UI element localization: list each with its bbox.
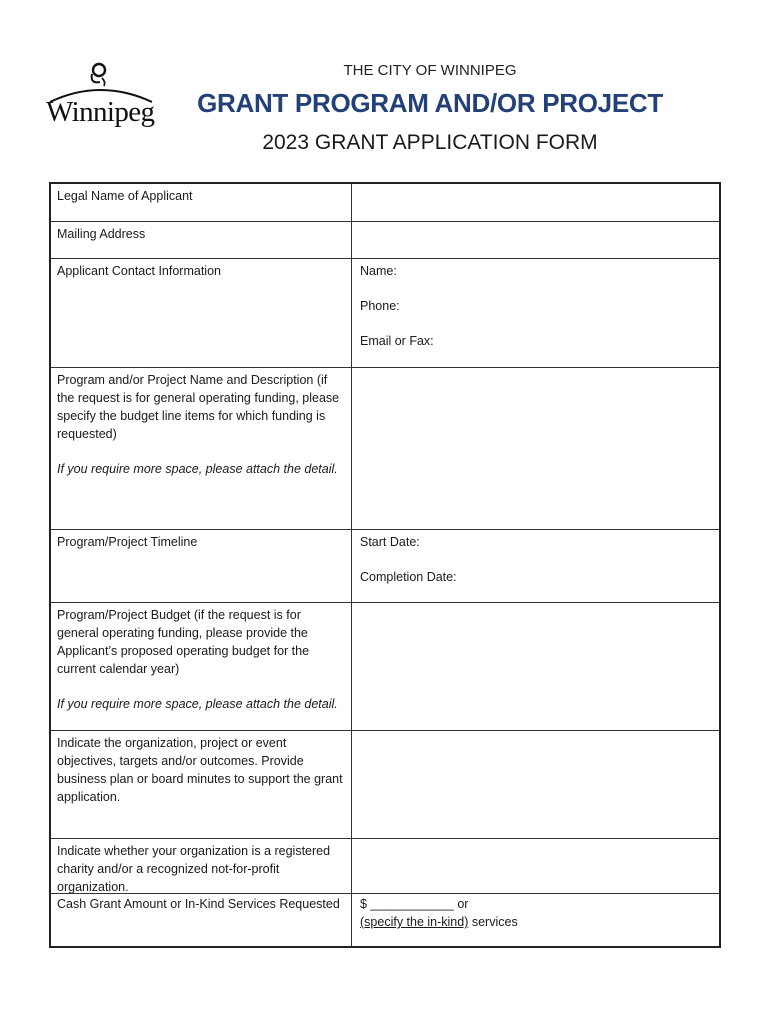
label-budget: Program/Project Budget (if the request is for general operating funding, please provide the Applicant’s proposed operating budget for the current calendar year) [57,608,310,676]
amount-line: $ ____________ or [360,897,469,911]
form-row-grant-amount [51,893,719,947]
winnipeg-logo [44,58,156,142]
field-name: Name: [360,264,397,278]
form-row-charity-status [51,838,719,894]
label-legal-name: Legal Name of Applicant [57,189,193,203]
input-project-description[interactable] [352,368,719,530]
field-completion-date: Completion Date: [360,570,457,584]
note-attach-detail: If you require more space, please attach the detail. [57,697,338,711]
input-mailing-address[interactable] [352,222,719,259]
label-objectives: Indicate the organization, project or event objectives, targets and/or outcomes. Provide business plan or board minutes to support the grant application. [57,736,343,804]
field-email-fax: Email or Fax: [360,334,434,348]
inkind-suffix: services [468,915,518,929]
city-name: THE CITY OF WINNIPEG [343,62,517,79]
label-timeline: Program/Project Timeline [57,535,198,549]
input-grant-amount[interactable] [352,894,719,947]
note-attach-detail: If you require more space, please attach the detail. [57,462,338,476]
label-mailing-address: Mailing Address [57,227,146,241]
label-charity-status: Indicate whether your organization is a registered charity and/or a recognized not-for-profit organization. [57,844,331,894]
label-contact-info: Applicant Contact Information [57,264,221,278]
form-row-legal-name [51,184,719,221]
page-title: GRANT PROGRAM AND/OR PROJECT [197,88,663,118]
form-row-budget [51,602,719,731]
page-subtitle: 2023 GRANT APPLICATION FORM [262,131,598,154]
input-budget[interactable] [352,603,719,731]
form-row-contact [51,258,719,368]
field-start-date: Start Date: [360,535,420,549]
input-charity-status[interactable] [352,839,719,894]
label-grant-amount: Cash Grant Amount or In-Kind Services Requested [57,897,340,911]
field-phone: Phone: [360,299,400,313]
inkind-link[interactable]: (specify the in-kind) [360,915,469,929]
input-legal-name[interactable] [352,184,719,221]
label-project-description: Program and/or Project Name and Description (if the request is for general operating funding, please specify the budget line items for which funding is requested) [57,373,340,441]
form-row-objectives [51,730,719,839]
input-timeline[interactable] [352,530,719,603]
input-objectives[interactable] [352,731,719,839]
input-contact-info[interactable] [352,259,719,368]
form-row-description [51,367,719,530]
form-row-timeline [51,529,719,603]
logo-wordmark: Winnipeg [46,96,155,128]
application-form-table [49,182,721,948]
form-row-mailing-address [51,221,719,259]
